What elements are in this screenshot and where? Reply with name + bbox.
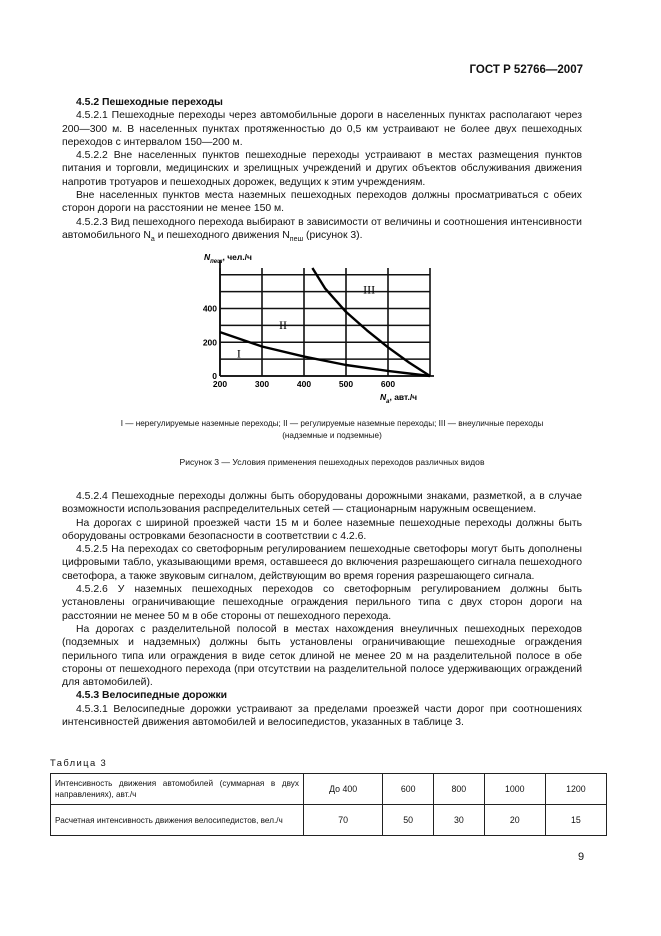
paragraph: На дорогах с разделительной полосой в местах нахождения внеуличных пешеходных переходов (подземных и надземных) должны быть установлены ограничивающие пешеходные ограждения перильного типа или ограждения в виде сеток длиной не менее 20 м на разделительной полосе в обе стороны от пешеходного перехода (при отсутствии на разделительной полосе удерживающих ограждений для автомобилей). [62, 623, 582, 689]
table-row [51, 774, 607, 805]
table-cell: 70 [304, 805, 383, 836]
paragraph: 4.5.2.2 Вне населенных пунктов пешеходные переходы устраивают в местах размещения пунктов питания и торговли, медицинских и зрелищных учреждений и других объектов обслуживания движения напротив тротуаров и пешеходных дорожек, ведущих к этим учреждениям. [62, 150, 582, 188]
paragraph: 4.5.2.6 У наземных пешеходных переходов со светофорным регулированием должны быть установлены ограничивающие пешеходные ограждения перильного типа с двух сторон дороги на расстоянии не менее 50 м в обе стороны от пешеходного перехода. [62, 584, 582, 622]
y-tick-label: 0 [212, 371, 217, 381]
table-cell: 1000 [484, 774, 545, 805]
section-4-5-2-continued [62, 490, 582, 729]
figure-legend [62, 418, 602, 442]
table-cell: 50 [383, 805, 434, 836]
page-number: 9 [578, 851, 585, 863]
paragraph: 4.5.2.4 Пешеходные переходы должны быть оборудованы дорожными знаками, разметкой, а в случае возможности использования распределительных сетей — стационарным наружным освещением. [62, 491, 582, 516]
table-row-label: Расчетная интенсивность движения велосипедистов, вел./ч [51, 805, 304, 836]
figure-caption: Рисунок 3 — Условия применения пешеходных переходов различных видов [179, 457, 485, 467]
paragraph: 4.5.2.1 Пешеходные переходы через автомобильные дороги в населенных пунктах располагают через 200—300 м. В населенных пунктах протяженностью до 0,5 км устраивают не более двух пешеходных переходов с интервалом 150—200 м. [62, 110, 582, 148]
table-cell: 15 [545, 805, 606, 836]
region-label: II [279, 317, 287, 332]
table-row-label: Интенсивность движения автомобилей (суммарная в двух направлениях), авт./ч [51, 774, 304, 805]
figure-3-chart [190, 248, 450, 408]
region-label: I [236, 346, 241, 361]
x-axis-title: $N_а$, авт./ч [380, 392, 418, 405]
section-heading: 4.5.3 Велосипедные дорожки [76, 690, 228, 702]
x-tick-label: 300 [254, 379, 270, 389]
y-axis-title: $N_{пеш}$, чел./ч [204, 252, 252, 265]
legend-line: (надземные и подземные) [282, 431, 382, 440]
table-cell: 1200 [545, 774, 606, 805]
y-tick-label: 200 [202, 337, 217, 348]
x-tick-label: 400 [296, 379, 312, 389]
section-heading: 4.5.2 Пешеходные переходы [76, 97, 223, 108]
y-tick-label: 400 [202, 303, 217, 314]
x-tick-label: 200 [212, 379, 228, 389]
legend-line: I — нерегулируемые наземные переходы; II — регулируемые наземные переходы; III — внеуличные переходы [120, 419, 544, 428]
paragraph: 4.5.3.1 Велосипедные дорожки устраивают за пределами проезжей части дорог при соотношениях интенсивностей движения автомобилей и велосипедистов, указанных в таблице 3. [62, 703, 582, 729]
paragraph: Вне населенных пунктов места наземных пешеходных переходов должны просматриваться с обеих сторон дороги на расстоянии не менее 150 м. [62, 190, 582, 215]
x-tick-label: 600 [380, 379, 396, 389]
paragraph: 4.5.2.3 Вид пешеходного перехода выбирают в зависимости от величины и соотношения интенсивности автомобильного $N_а$ и пешеходного движения $N_{пеш}$ (рисунок 3). [62, 216, 582, 244]
paragraph: На дорогах с шириной проезжей части 15 м и более наземные пешеходные переходы должны быть оборудованы островками безопасности в соответствии с 4.2.6. [62, 517, 582, 542]
table-row [51, 805, 607, 836]
region-label: III [363, 282, 376, 297]
paragraph: 4.5.2.5 На переходах со светофорным регулированием пешеходные светофоры могут быть дополнены цифровыми табло, указывающими время, оставшееся до включения разрешающего сигнала пешеходного светофора, а также звуковым сигналом, действующим во время горения разрешающего сигнала. [62, 544, 582, 582]
section-4-5-2 [62, 96, 582, 246]
x-tick-label: 500 [338, 379, 354, 389]
document-standard-header: ГОСТ Р 52766—2007 [469, 64, 583, 76]
table-cell: 600 [383, 774, 434, 805]
table-title: Таблица 3 [50, 757, 108, 768]
table-cell: 30 [434, 805, 485, 836]
chart-svg [190, 248, 450, 408]
table-cell: До 400 [304, 774, 383, 805]
table-3 [50, 773, 607, 836]
table-cell: 800 [434, 774, 485, 805]
table-cell: 20 [484, 805, 545, 836]
